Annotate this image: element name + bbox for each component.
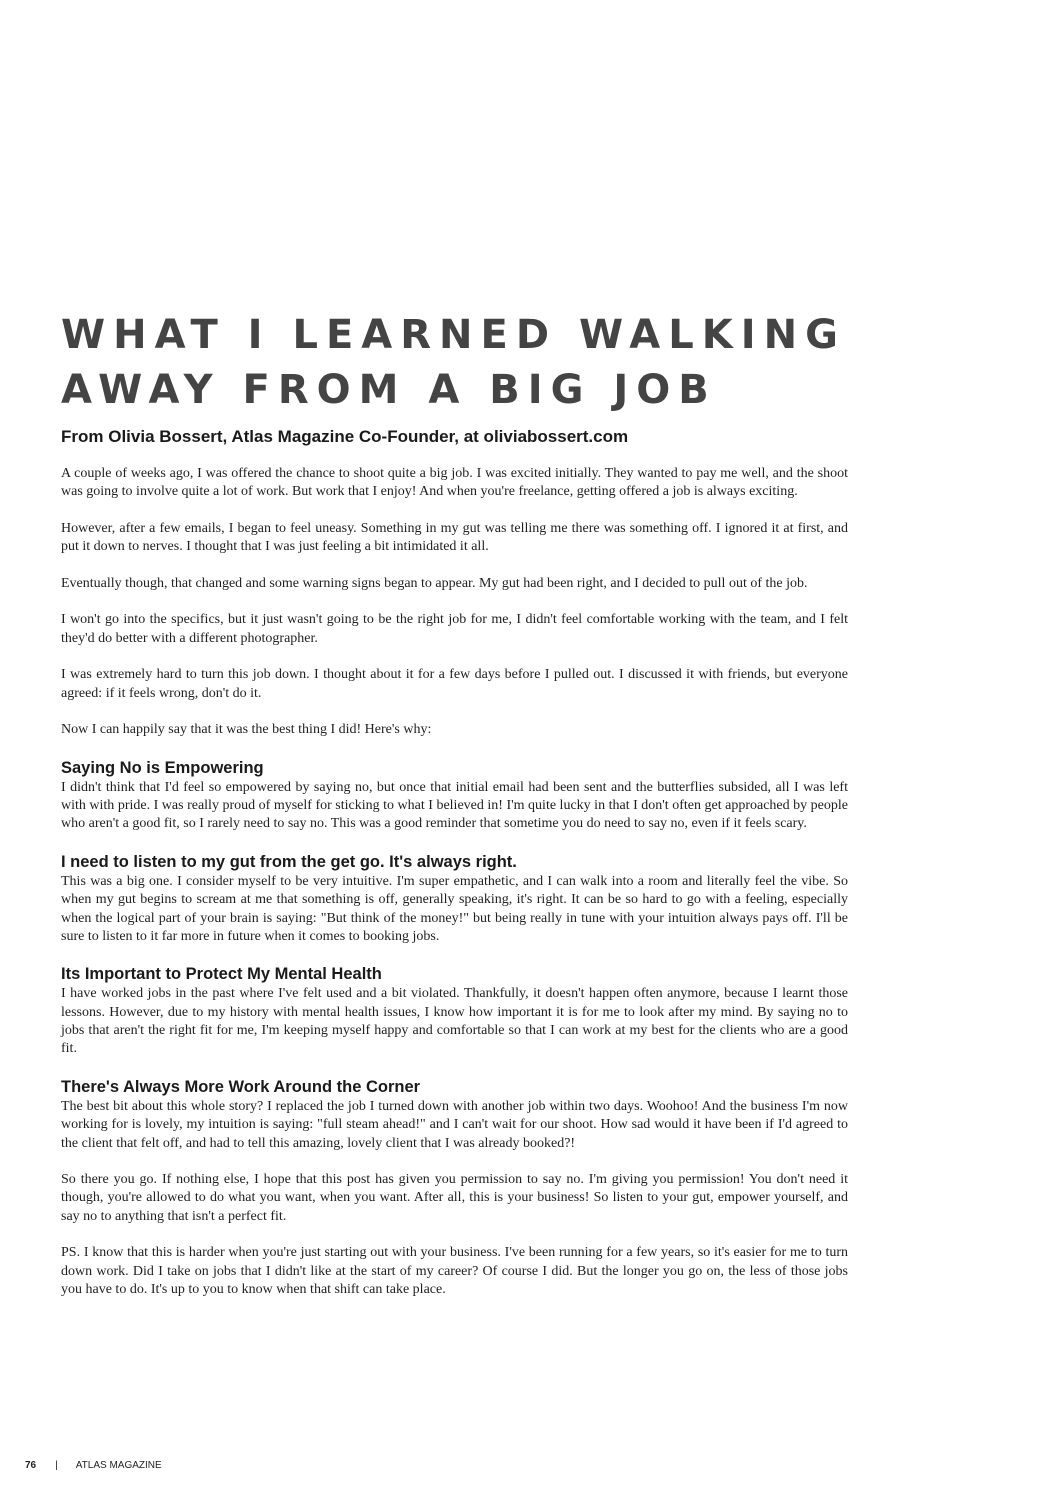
section-paragraph-listen-to-gut: This was a big one. I consider myself to be very intuitive. I'm super empathetic, and I can walk into a room and literally feel the vibe. So when my gut begins to scream at me that something is off, generally speaking, it's right. It can be so hard to go with a feeling, especially when the logical part of your brain is saying: "But think of the money!" but being really in tune with your intuition always pays off. I'll be sure to listen to it far more in future when it comes to booking jobs. (61, 873, 848, 944)
intro-paragraph-6: Now I can happily say that it was the best thing I did! Here's why: (61, 722, 432, 738)
page-title-line-1: WHAT I LEARNED WALKING (61, 312, 846, 358)
footer-separator: | (55, 1460, 58, 1471)
section-heading-more-work: There's Always More Work Around the Corner (61, 1077, 421, 1096)
page-footer (25, 1460, 162, 1472)
section-paragraph-more-work-1: The best bit about this whole story? I replaced the job I turned down with another job within two days. Woohoo! And the business I'm now working for is lovely, my intuition is saying: "full steam ahead!" and I can't wait for our shoot. How sad would it have been if I'd agreed to the client that felt off, and had to tell this amazing, lovely client that I was already booked?! (61, 1098, 848, 1151)
byline: From Olivia Bossert, Atlas Magazine Co-Founder, at oliviabossert.com (61, 427, 629, 446)
page-number: 76 (25, 1460, 37, 1471)
page-title-line-2: AWAY FROM A BIG JOB (61, 367, 717, 413)
section-paragraph-more-work-3: PS. I know that this is harder when you're just starting out with your business. I've been running for a few years, so it's easier for me to turn down work. Did I take on jobs that I didn't like at the start of my career? Of course I did. But the longer you go on, the less of those jobs you have to do. It's up to you to know when that shift can take place. (61, 1245, 848, 1297)
intro-paragraph-5: I was extremely hard to turn this job down. I thought about it for a few days before I pulled out. I discussed it with friends, but everyone agreed: if it feels wrong, don't do it. (61, 667, 848, 701)
intro-paragraph-4: I won't go into the specifics, but it just wasn't going to be the right job for me, I didn't feel comfortable working with the team, and I felt they'd do better with a different photographer. (61, 612, 848, 646)
section-heading-saying-no: Saying No is Empowering (61, 758, 264, 777)
intro-paragraph-2: However, after a few emails, I began to feel uneasy. Something in my gut was telling me there was something off. I ignored it at first, and put it down to nerves. I thought that I was just feeling a bit intimidated it all. (61, 520, 848, 555)
section-paragraph-saying-no: I didn't think that I'd feel so empowered by saying no, but once that initial email had been sent and the butterflies subsided, all I was left with with pride. I was really proud of myself for sticking to what I believed in! I'm quite lucky in that I don't often get approached by people who aren't a good fit, so I rarely need to say no. This was a good reminder that sometime you do need to say no, even if it feels scary. (61, 779, 848, 832)
section-paragraph-more-work-2: So there you go. If nothing else, I hope that this post has given you permission to say no. I'm giving you permission! You don't need it though, you're allowed to do what you want, when you want. After all, this is your business! So listen to your gut, empower yourself, and say no to anything that isn't a perfect fit. (61, 1172, 848, 1224)
intro-paragraph-1: A couple of weeks ago, I was offered the chance to shoot quite a big job. I was excited initially. They wanted to pay me well, and the shoot was going to involve quite a lot of work. But work that I enjoy! And when you're freelance, getting offered a job is always exciting. (61, 466, 848, 500)
section-heading-mental-health: Its Important to Protect My Mental Health (61, 965, 382, 984)
section-paragraph-mental-health: I have worked jobs in the past where I've felt used and a bit violated. Thankfully, it doesn't happen often anymore, because I learnt those lessons. However, due to my history with mental health issues, I know how important it is for me to look after my mind. By saying no to jobs that aren't the right fit for me, I'm keeping myself happy and comfortable so that I can work at my best for the clients who are a good fit. (61, 986, 848, 1057)
intro-paragraph-3: Eventually though, that changed and some warning signs began to appear. My gut had been right, and I decided to pull out of the job. (61, 575, 808, 591)
page-title (61, 308, 961, 418)
publication-name: ATLAS MAGAZINE (75, 1460, 162, 1471)
section-heading-listen-to-gut: I need to listen to my gut from the get go. It's always right. (61, 852, 517, 871)
article-body (61, 465, 848, 1317)
